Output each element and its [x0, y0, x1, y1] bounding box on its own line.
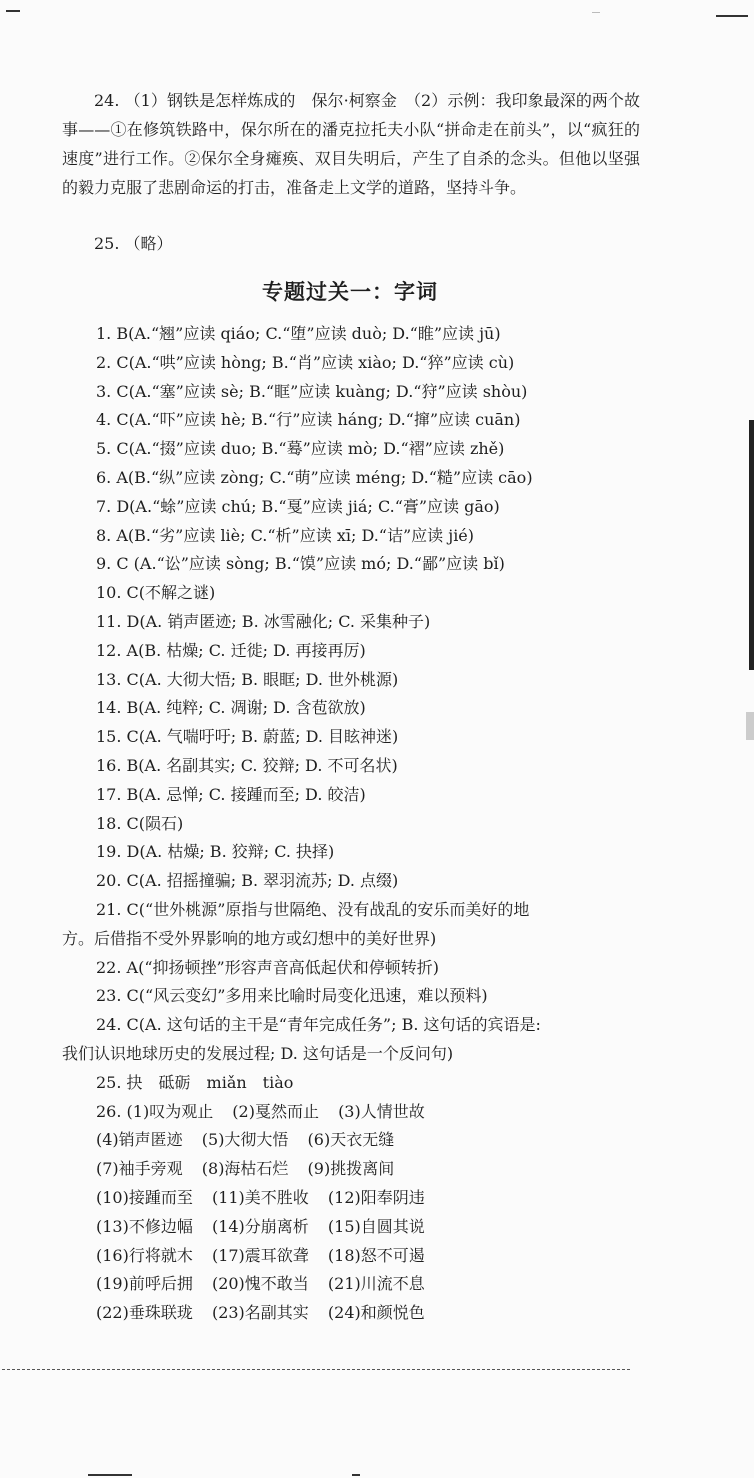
idiom-item: (4)销声匿迹 — [96, 1130, 183, 1150]
answer-7: 7. D(A.“蜍”应读 chú; B.“戛”应读 jiá; C.“膏”应读 gāo) — [96, 496, 500, 516]
answer-4: 4. C(A.“吓”应读 hè; B.“行”应读 háng; D.“撺”应读 cuān) — [96, 410, 521, 430]
answer-26-row — [62, 1213, 640, 1242]
answer-6: 6. A(B.“纵”应读 zòng; C.“萌”应读 méng; D.“糙”应读 cāo) — [96, 467, 533, 487]
idiom-item: (15)自圆其说 — [327, 1216, 425, 1236]
answer-24-paragraph: 24. （1）钢铁是怎样炼成的 保尔·柯察金 （2）示例：我印象最深的两个故事——①在修筑铁路中，保尔所在的潘克拉托夫小队“拼命走在前头”，以“疯狂的速度”进行工作。②保尔全身瘫痪、双目失明后，产生了自杀的念头。但他以坚强的毅力克服了悲剧命运的打击，准备走上文学的道路，坚持斗争。 — [62, 91, 640, 197]
page-edge-tab — [746, 712, 754, 740]
answer-22: 22. A(“抑扬顿挫”形容声音高低起伏和停顿转折) — [96, 957, 439, 977]
idiom-item: (13)不修边幅 — [96, 1216, 193, 1236]
idiom-item: (5)大彻大悟 — [201, 1130, 289, 1150]
answer-24-line2: 我们认识地球历史的发展过程; D. 这句话是一个反问句) — [62, 1043, 454, 1063]
answer-26-row — [62, 1270, 640, 1299]
idiom-item: (20)愧不敢当 — [211, 1274, 309, 1294]
dashed-divider — [2, 1369, 630, 1370]
answer-24-line1: 24. C(A. 这句话的主干是“青年完成任务”; B. 这句话的宾语是: — [96, 1015, 541, 1035]
idiom-item: (14)分崩离析 — [211, 1216, 309, 1236]
answer-26-row — [62, 1299, 640, 1328]
answer-19: 19. D(A. 枯燥; B. 狡辩; C. 抉择) — [96, 842, 335, 862]
idiom-item: (10)接踵而至 — [96, 1187, 193, 1207]
idiom-item: (3)人情世故 — [338, 1101, 425, 1121]
answer-list — [62, 320, 640, 1328]
idiom-item: (23)名副其实 — [211, 1303, 309, 1323]
answer-21-line2: 方。后借指不受外界影响的地方或幻想中的美好世界) — [62, 928, 437, 948]
idiom-item: (21)川流不息 — [327, 1274, 425, 1294]
answer-18: 18. C(陨石) — [96, 813, 184, 833]
bottom-mark-center — [352, 1474, 360, 1476]
idiom-item: (11)美不胜收 — [211, 1187, 309, 1207]
answer-11: 11. D(A. 销声匿迹; B. 冰雪融化; C. 采集种子) — [96, 611, 431, 631]
answer-26-row — [62, 1126, 640, 1155]
answer-14: 14. B(A. 纯粹; C. 凋谢; D. 含苞欲放) — [96, 698, 366, 718]
answer-15: 15. C(A. 气喘吁吁; B. 蔚蓝; D. 目眩神迷) — [96, 727, 399, 747]
corner-mark-left — [6, 10, 20, 12]
page-edge-shadow — [749, 420, 754, 670]
idiom-item: (18)怒不可遏 — [327, 1245, 425, 1265]
answer-17: 17. B(A. 忌惮; C. 接踵而至; D. 皎洁) — [96, 784, 366, 804]
answer-1: 1. B(A.“翘”应读 qiáo; C.“堕”应读 duò; D.“睢”应读 jū) — [96, 324, 501, 343]
idiom-item: (7)袖手旁观 — [96, 1159, 183, 1179]
answer-25: 25. 抉 砥砺 miǎn tiào — [96, 1072, 294, 1092]
answer-10: 10. C(不解之谜) — [96, 583, 216, 603]
idiom-item: (24)和颜悦色 — [327, 1303, 425, 1323]
idiom-item: (6)天衣无缝 — [307, 1130, 395, 1150]
answer-3: 3. C(A.“塞”应读 sè; B.“眶”应读 kuàng; D.“狩”应读 shòu) — [96, 381, 528, 401]
answer-16: 16. B(A. 名副其实; C. 狡辩; D. 不可名状) — [96, 755, 398, 775]
idiom-item: (8)海枯石烂 — [201, 1159, 289, 1179]
answer-26-row — [62, 1098, 640, 1127]
answer-21-line1: 21. C(“世外桃源”原指与世隔绝、没有战乱的安乐而美好的地 — [96, 899, 530, 919]
answer-5: 5. C(A.“掇”应读 duo; B.“蓦”应读 mò; D.“褶”应读 zhě) — [96, 439, 505, 459]
answer-23: 23. C(“风云变幻”多用来比喻时局变化迅速，难以预料) — [96, 986, 488, 1006]
corner-mark-right-dot — [592, 12, 600, 13]
section-title: 专题过关一：字词 — [262, 280, 438, 304]
answer-26-row — [62, 1242, 640, 1271]
bottom-mark-left — [88, 1474, 132, 1476]
answer-9: 9. C (A.“讼”应读 sòng; B.“馍”应读 mó; D.“鄙”应读 bǐ) — [96, 554, 505, 574]
answer-26-row — [62, 1184, 640, 1213]
idiom-item: (16)行将就木 — [96, 1245, 193, 1265]
idiom-item: 26. (1)叹为观止 — [96, 1101, 214, 1121]
answer-25-paragraph: 25. （略） — [94, 234, 173, 253]
corner-mark-right — [716, 15, 748, 17]
answer-20: 20. C(A. 招摇撞骗; B. 翠羽流苏; D. 点缀) — [96, 871, 399, 891]
answer-2: 2. C(A.“哄”应读 hòng; B.“肖”应读 xiào; D.“猝”应读 cù) — [96, 352, 515, 372]
answer-26-row — [62, 1155, 640, 1184]
idiom-item: (17)震耳欲聋 — [211, 1245, 309, 1265]
answer-8: 8. A(B.“劣”应读 liè; C.“析”应读 xī; D.“诘”应读 jié) — [96, 525, 475, 545]
idiom-item: (12)阳奉阴违 — [327, 1187, 425, 1207]
idiom-item: (19)前呼后拥 — [96, 1274, 193, 1294]
answer-12: 12. A(B. 枯燥; C. 迁徙; D. 再接再厉) — [96, 640, 366, 660]
idiom-item: (22)垂珠联珑 — [96, 1303, 193, 1323]
answer-13: 13. C(A. 大彻大悟; B. 眼眶; D. 世外桃源) — [96, 669, 399, 689]
idiom-item: (2)戛然而止 — [232, 1101, 319, 1121]
idiom-item: (9)挑拨离间 — [307, 1159, 395, 1179]
